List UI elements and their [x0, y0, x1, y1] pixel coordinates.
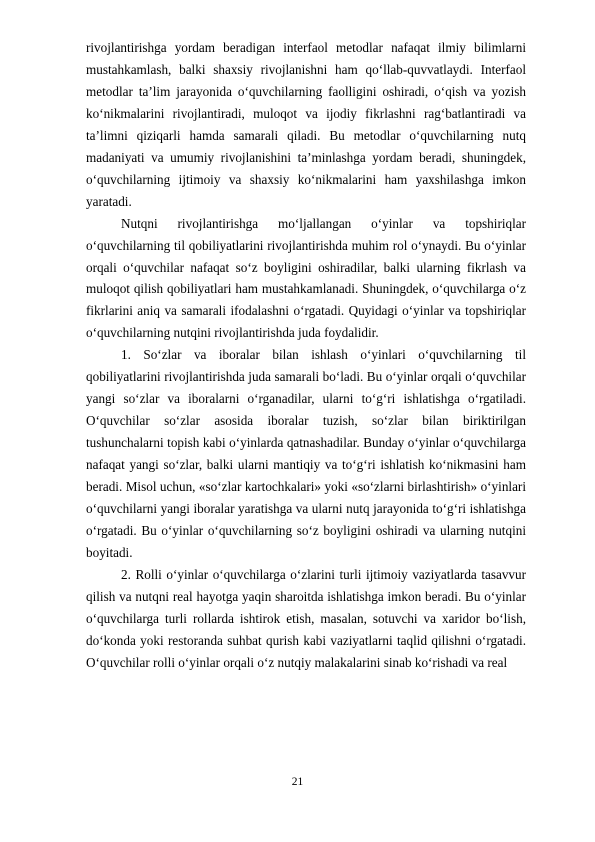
paragraph-speech-games: Nutqni rivojlantirishga mo‘ljallangan o‘yinlar va topshiriqlar o‘quvchilarning til qobiliyatlarini rivojlantirishda muhim rol o‘ynaydi. Bu o‘yinlar orqali o‘quvchilar nafaqat so‘z boyligini oshiradilar, balki ularning fikrlash va muloqot qilish qobiliyatlari ham mustahkamlanadi. Shuningdek, o‘quvchilarga o‘z fikrlarini aniq va samarali ifodalashni o‘rgatadi. Quyidagi o‘yinlar va topshiriqlar o‘quvchilarning nutqini rivojlantirishda juda foydalidir. [86, 215, 526, 341]
paragraph-word-games: 1. So‘zlar va iboralar bilan ishlash o‘yinlari o‘quvchilarning til qobiliyatlarini rivojlantirishda juda samarali bo‘ladi. Bu o‘yinlar orqali o‘quvchilar yangi so‘zlar va iboralarni o‘rganadilar, ularni to‘g‘ri ishlatishga o‘rgatiladi. O‘quvchilar so‘zlar asosida iboralar tuzish, so‘zlar bilan biriktirilgan tushunchalarni topish kabi o‘yinlarda qatnashadilar. Bunday o‘yinlar o‘quvchilarga nafaqat yangi so‘zlar, balki ularni mantiqiy va to‘g‘ri ishlatish ko‘nikmasini ham beradi. Misol uchun, «so‘zlar kartochkalari» yoki «so‘zlarni birlashtirish» o‘yinlari o‘quvchilarni yangi iboralar yaratishga va ularni nutq jarayonida to‘g‘ri ishlatishga o‘rgatadi. Bu o‘yinlar o‘quvchilarning so‘z boyligini oshiradi va ularning nutqini boyitadi. [86, 347, 526, 560]
paragraph-continuation: rivojlantirishga yordam beradigan interfaol metodlar nafaqat ilmiy bilimlarni mustahkamlash, balki shaxsiy rivojlanishni ham qo‘llab-quvvatlaydi. Interfaol metodlar ta’lim jarayonida o‘quvchilarning faolligini oshiradi, o‘qish va yozish ko‘nikmalarini rivojlantiradi, muloqot va ijodiy fikrlashni rag‘batlantiradi va ta’limni qiziqarli hamda samarali qiladi. Bu metodlar o‘quvchilarning nutq madaniyati va umumiy rivojlanishini ta’minlashga yordam beradi, shuningdek, o‘quvchilarning ijtimoiy va shaxsiy ko‘nikmalarini ham yaxshilashga imkon yaratadi. [86, 40, 526, 209]
page-number: 21 [291, 776, 304, 788]
paragraph-role-games: 2. Rolli o‘yinlar o‘quvchilarga o‘zlarini turli ijtimoiy vaziyatlarda tasavvur qilish va nutqni real hayotga yaqin sharoitda ishlatishga imkon beradi. Bu o‘yinlar o‘quvchilarga turli rollarda ishtirok etish, masalan, sotuvchi va xaridor bo‘lish, do‘konda yoki restoranda suhbat qurish kabi vaziyatlarni taqlid qilishni o‘rgatadi. O‘quvchilar rolli o‘yinlar orqali o‘z nutqiy malakalarini sinab ko‘rishadi va real [86, 566, 526, 670]
page-body [86, 37, 526, 674]
